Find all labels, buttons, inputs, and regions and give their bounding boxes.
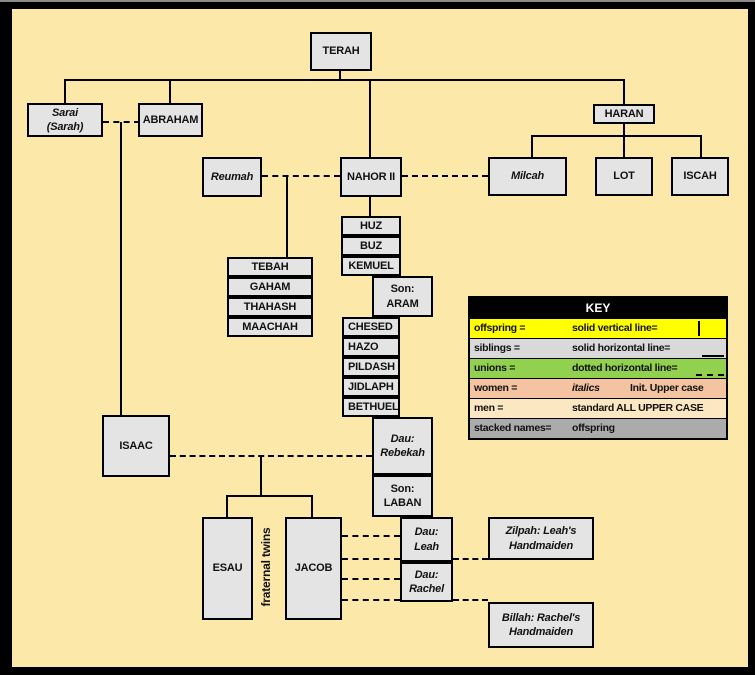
key-term-stacked-names: stacked names= xyxy=(474,422,552,434)
node-hazo xyxy=(342,337,400,357)
line-isaac-offspring-stem xyxy=(260,456,262,496)
node-zilpah-line1: Zilpah: Leah's xyxy=(505,525,577,538)
key-row-men xyxy=(470,398,726,418)
node-terah xyxy=(310,32,372,71)
node-iscah-label: ISCAH xyxy=(683,170,717,183)
node-tebah xyxy=(227,257,313,277)
node-jidlaph xyxy=(342,377,400,397)
key-term-women: women = xyxy=(474,382,518,394)
key-desc-siblings: solid horizontal line= xyxy=(572,342,671,354)
node-terah-label: TERAH xyxy=(322,45,360,58)
key-desc-unions: dotted horizontal line= xyxy=(572,362,678,374)
node-esau-label: ESAU xyxy=(212,562,243,575)
node-rebekah-line2: Rebekah xyxy=(380,447,425,459)
node-billah xyxy=(488,602,594,648)
node-leah-line2: Leah xyxy=(414,540,439,553)
node-isaac-label: ISAAC xyxy=(119,439,153,452)
key-desc-offspring: solid vertical line= xyxy=(572,322,658,334)
key-term-unions: unions = xyxy=(474,362,516,374)
node-jacob-label: JACOB xyxy=(294,562,333,575)
key-row-stacked-names xyxy=(470,418,726,438)
node-sarai xyxy=(27,103,103,137)
node-billah-line2: Handmaiden xyxy=(508,626,573,638)
node-rachel-line2: Rachel xyxy=(409,583,444,595)
line-drop-lot xyxy=(623,135,625,157)
node-zilpah xyxy=(488,517,594,560)
dash-leah-zilpah xyxy=(453,558,488,560)
node-jidlaph-label: JIDLAPH xyxy=(348,380,394,393)
line-union-to-isaac xyxy=(120,122,122,415)
line-twins-bracket xyxy=(226,495,313,497)
node-nahor-label: NAHOR II xyxy=(347,170,395,183)
node-jacob xyxy=(285,517,342,620)
node-maachah xyxy=(227,317,313,337)
node-leah xyxy=(400,517,453,562)
node-tebah-label: TEBAH xyxy=(251,260,289,273)
node-iscah xyxy=(671,157,729,196)
node-buz-label: BUZ xyxy=(359,239,382,252)
key-desc-women-italics: italics xyxy=(572,382,600,394)
node-leah-line1: Dau: xyxy=(414,526,439,539)
key-row-siblings xyxy=(470,338,726,358)
node-rachel-line1: Dau: xyxy=(414,568,439,581)
node-gaham-label: GAHAM xyxy=(249,280,291,293)
node-isaac xyxy=(102,415,170,477)
line-gen1-siblings xyxy=(64,79,625,81)
node-maachah-label: MAACHAH xyxy=(242,320,298,333)
node-rebekah xyxy=(372,417,433,475)
node-chesed xyxy=(342,317,400,337)
key-row-unions xyxy=(470,358,726,378)
node-sarai-line1: Sarai xyxy=(52,106,78,119)
node-laban-line2: LABAN xyxy=(383,497,422,509)
line-drop-jacob xyxy=(311,495,313,517)
node-bethuel-label: BETHUEL xyxy=(348,400,399,413)
line-nahor-offspring xyxy=(369,197,371,216)
node-pildash-label: PILDASH xyxy=(348,360,395,373)
key-term-men: men = xyxy=(474,402,504,414)
node-rachel xyxy=(400,562,453,602)
dash-rachel-billah xyxy=(453,599,488,601)
dash-jacob-leah-union-b xyxy=(342,558,400,560)
dash-isaac-rebekah-union xyxy=(170,455,372,457)
dash-jacob-rachel-union-b xyxy=(342,599,400,601)
node-haran-label: HARAN xyxy=(604,107,644,120)
node-gaham xyxy=(227,277,313,297)
line-drop-sarai xyxy=(64,79,66,104)
node-zilpah-line2: Handmaiden xyxy=(508,539,573,552)
node-nahor-ii xyxy=(340,157,402,197)
node-aram xyxy=(372,276,433,317)
line-drop-iscah xyxy=(700,135,702,157)
node-aram-line1: Son: xyxy=(390,283,415,296)
key-desc-stacked-names: offspring xyxy=(572,422,615,434)
node-laban xyxy=(372,475,433,517)
line-haran-siblings xyxy=(531,135,702,137)
node-huz-label: HUZ xyxy=(359,219,382,232)
key-row-offspring xyxy=(470,318,726,338)
line-drop-nahor xyxy=(369,79,371,157)
node-esau xyxy=(202,517,253,620)
node-lot xyxy=(595,157,653,196)
node-laban-line1: Son: xyxy=(390,482,415,495)
node-abraham-label: ABRAHAM xyxy=(142,113,199,126)
key-term-siblings: siblings = xyxy=(474,342,520,354)
key-symbol-solid-horizontal-line xyxy=(702,355,724,357)
key-title: KEY xyxy=(470,298,726,318)
line-drop-haran xyxy=(623,79,625,105)
node-milcah-label: Milcah xyxy=(510,170,545,183)
line-drop-abraham xyxy=(169,79,171,104)
line-drop-esau xyxy=(226,495,228,517)
line-reumah-offspring xyxy=(286,176,288,257)
node-thahash-label: THAHASH xyxy=(243,300,297,313)
node-kemuel xyxy=(341,256,401,276)
node-milcah xyxy=(488,157,567,196)
node-buz xyxy=(341,236,401,256)
node-huz xyxy=(341,216,401,236)
key-row-women xyxy=(470,378,726,398)
node-kemuel-label: KEMUEL xyxy=(348,259,394,272)
top-edge-strip xyxy=(0,0,755,2)
node-rebekah-line1: Dau: xyxy=(390,432,415,445)
node-abraham xyxy=(138,103,203,137)
dash-sarai-abraham-union xyxy=(103,121,140,123)
node-haran xyxy=(593,104,655,124)
node-chesed-label: CHESED xyxy=(348,320,393,333)
node-lot-label: LOT xyxy=(613,170,635,183)
key-term-offspring: offspring = xyxy=(474,322,526,334)
key-desc-men: standard ALL UPPER CASE xyxy=(572,402,704,414)
line-drop-milcah xyxy=(531,135,533,157)
node-hazo-label: HAZO xyxy=(348,340,379,353)
node-aram-line2: ARAM xyxy=(386,297,419,310)
key-legend xyxy=(468,296,728,440)
node-thahash xyxy=(227,297,313,317)
node-reumah xyxy=(202,157,262,197)
dash-nahor-milcah-union xyxy=(402,175,488,177)
node-pildash xyxy=(342,357,400,377)
key-symbol-solid-vertical-line xyxy=(698,321,700,336)
dash-jacob-leah-union-a xyxy=(342,535,400,537)
dash-reumah-nahor-union xyxy=(262,175,340,177)
node-sarai-line2: (Sarah) xyxy=(46,121,84,133)
fraternal-twins-note: fraternal twins xyxy=(259,527,273,607)
dash-jacob-rachel-union-a xyxy=(342,578,400,580)
key-symbol-dashed-horizontal-line xyxy=(696,374,724,376)
key-desc-women-case: Init. Upper case xyxy=(630,382,704,394)
node-billah-line1: Billah: Rachel's xyxy=(501,611,581,624)
node-bethuel xyxy=(342,397,400,417)
node-reumah-label: Reumah xyxy=(210,170,254,183)
